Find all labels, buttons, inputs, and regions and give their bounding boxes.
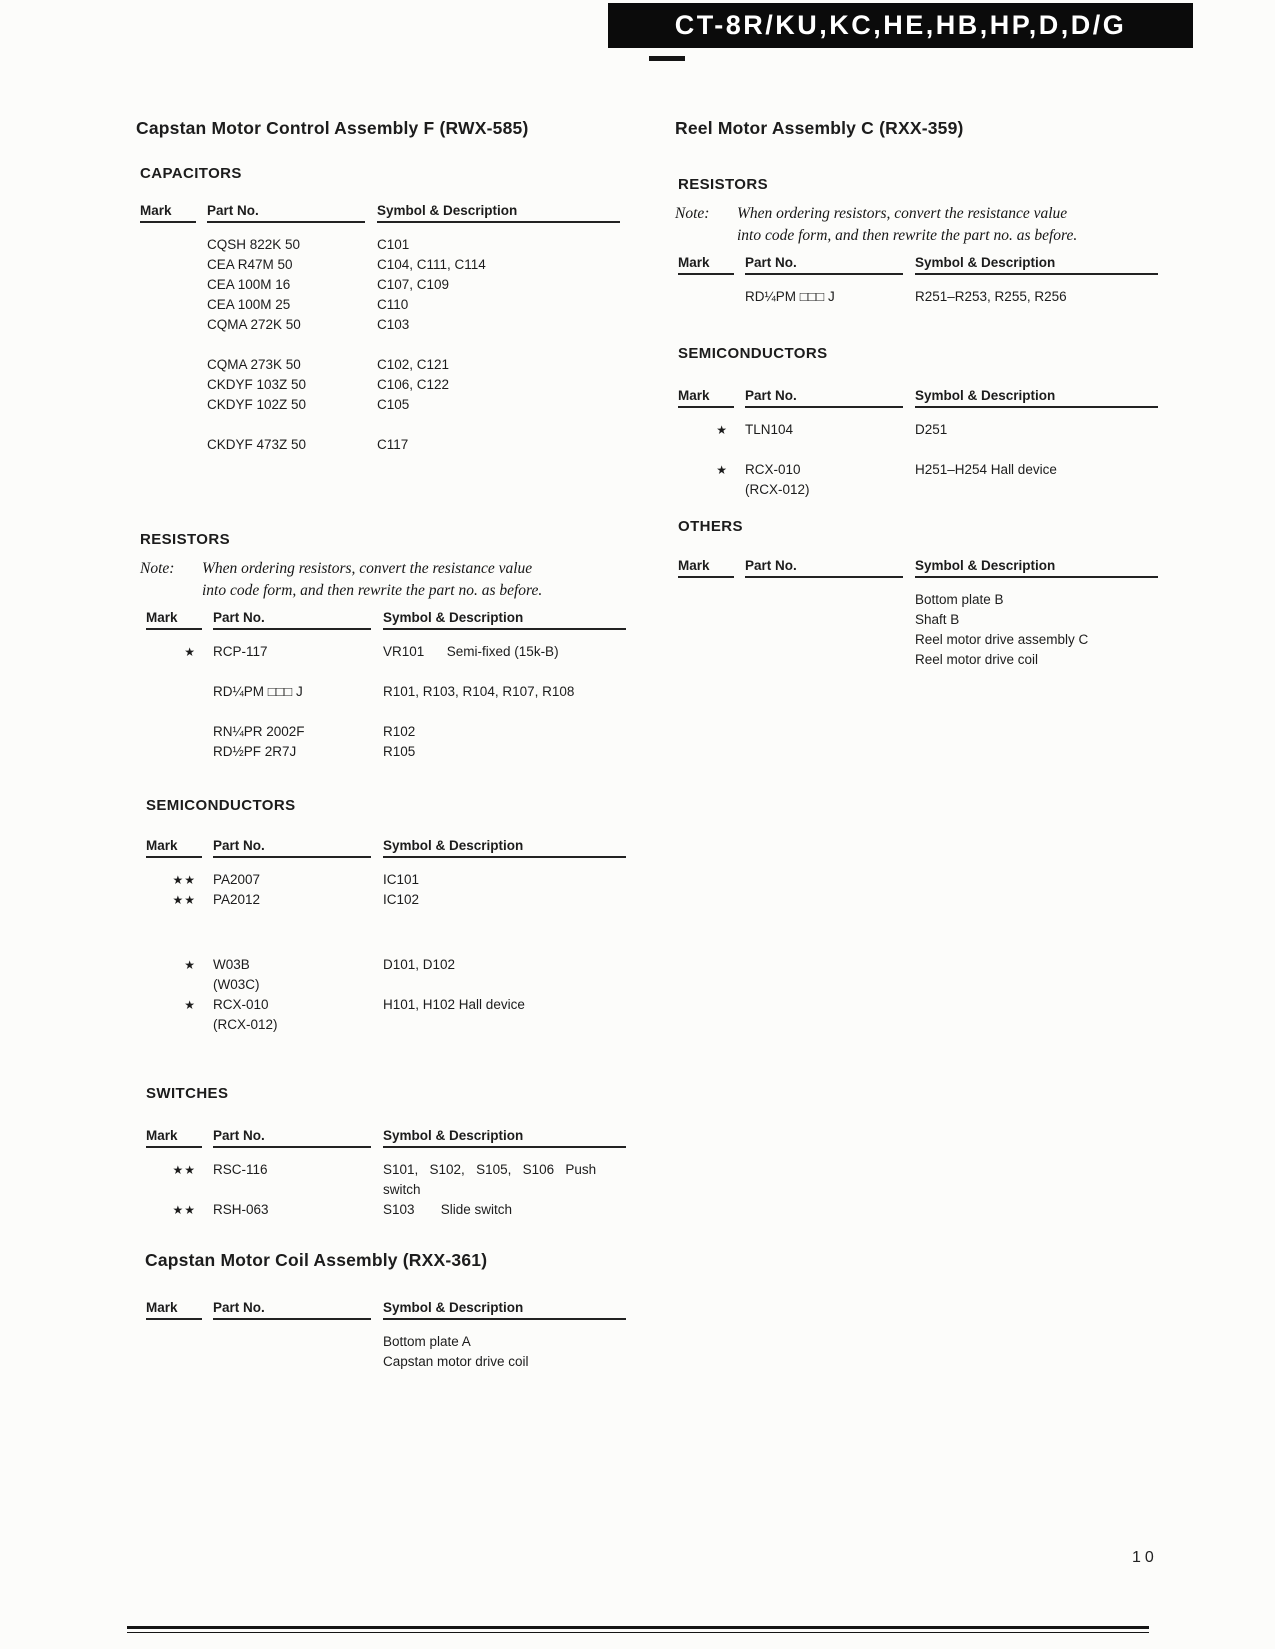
- part-no-cell: CQSH 822K 50: [207, 237, 301, 252]
- table-row: [140, 395, 665, 415]
- table-row: [146, 1180, 676, 1200]
- mark-cell: [146, 682, 213, 702]
- mark-cell: [146, 742, 213, 762]
- description-cell: R105: [383, 744, 416, 759]
- table-row: [678, 630, 1178, 650]
- semiconductors-table-right: [678, 388, 1178, 500]
- resistor-ordering-note: [140, 558, 660, 602]
- description-cell: R101, R103, R104, R107, R108: [383, 684, 575, 699]
- description-cell: IC101: [383, 872, 420, 887]
- section-heading-resistors-right: RESISTORS: [678, 176, 769, 193]
- table-row: [678, 590, 1178, 610]
- resistors-table: [146, 610, 666, 762]
- note-line-2: into code form, and then rewrite the part no. as before.: [202, 582, 543, 599]
- description-cell: C110: [377, 297, 409, 312]
- part-no-cell: RSC-116: [213, 1162, 268, 1177]
- description-cell: switch: [383, 1182, 421, 1197]
- header-symbol-description: [915, 255, 1178, 275]
- header-part-no-label: Part No.: [207, 203, 365, 223]
- header-symbol-description: [383, 1300, 666, 1320]
- mark-cell: [140, 315, 207, 335]
- description-cell: C117: [377, 437, 409, 452]
- description-cell: Bottom plate A: [383, 1334, 471, 1349]
- table-header: [146, 610, 666, 630]
- part-no-cell: (RCX-012): [745, 482, 810, 497]
- section-heading-capacitors: CAPACITORS: [140, 165, 242, 182]
- header-mark: [146, 1300, 213, 1320]
- part-no-cell: RD¼PM □□□ J: [745, 289, 835, 304]
- description-cell: S103 Slide switch: [383, 1202, 513, 1217]
- model-banner-text: CT-8R/KU,KC,HE,HB,HP,D,D/G: [674, 10, 1127, 40]
- header-part-no-label: Part No.: [213, 1128, 371, 1148]
- header-symbol-description: [915, 558, 1178, 578]
- description-cell: C102, C121: [377, 357, 450, 372]
- table-body: [678, 287, 1178, 307]
- header-symbol-description: [383, 838, 666, 858]
- header-symbol-description-label: Symbol & Description: [915, 558, 1158, 578]
- description-cell: C106, C122: [377, 377, 450, 392]
- table-header: [678, 255, 1178, 275]
- footer-rule-thin: [127, 1632, 1149, 1633]
- header-mark: [146, 610, 213, 630]
- header-mark: [678, 558, 745, 578]
- header-mark: [146, 1128, 213, 1148]
- part-no-cell: CQMA 272K 50: [207, 317, 301, 332]
- mark-cell: [140, 395, 207, 415]
- table-body: [146, 1332, 666, 1372]
- header-part-no-label: Part No.: [213, 838, 371, 858]
- mark-cell: [678, 630, 745, 650]
- mark-cell: [678, 590, 745, 610]
- mark-cell: ★★: [172, 893, 196, 907]
- header-symbol-description-label: Symbol & Description: [383, 1128, 626, 1148]
- table-row: [140, 355, 665, 375]
- header-mark-label: Mark: [678, 388, 734, 408]
- note-label: Note:: [675, 205, 710, 222]
- description-cell: H101, H102 Hall device: [383, 997, 525, 1012]
- part-no-cell: RN¼PR 2002F: [213, 724, 305, 739]
- part-no-cell: (RCX-012): [213, 1017, 278, 1032]
- page-number: 10: [1132, 1549, 1158, 1566]
- description-cell: [383, 1015, 666, 1035]
- mark-cell: ★★: [172, 873, 196, 887]
- header-part-no: [213, 1128, 383, 1148]
- mark-cell: ★: [184, 958, 196, 972]
- header-mark-label: Mark: [678, 558, 734, 578]
- table-row: [146, 995, 666, 1015]
- header-mark-label: Mark: [140, 203, 196, 223]
- part-no-cell: RCX-010: [213, 997, 269, 1012]
- header-part-no-label: Part No.: [745, 388, 903, 408]
- header-symbol-description: [383, 1128, 676, 1148]
- mark-cell: ★★: [172, 1203, 196, 1217]
- description-cell: D101, D102: [383, 957, 456, 972]
- part-no-cell: TLN104: [745, 422, 794, 437]
- assembly-title-capstan-motor-coil: Capstan Motor Coil Assembly (RXX-361): [145, 1250, 488, 1270]
- table-row: [678, 420, 1178, 440]
- header-part-no: [745, 558, 915, 578]
- part-no-cell: CEA R47M 50: [207, 257, 293, 272]
- section-heading-semiconductors: SEMICONDUCTORS: [146, 797, 296, 814]
- others-table: [678, 558, 1178, 670]
- part-no-cell: [745, 590, 915, 610]
- header-part-no: [213, 610, 383, 630]
- description-cell: C103: [377, 317, 410, 332]
- table-row: [140, 315, 665, 335]
- table-header: [678, 388, 1178, 408]
- mark-cell: [140, 435, 207, 455]
- header-symbol-description: [915, 388, 1178, 408]
- table-row: [140, 295, 665, 315]
- header-symbol-description-label: Symbol & Description: [383, 1300, 626, 1320]
- header-part-no-label: Part No.: [745, 558, 903, 578]
- table-row: [678, 287, 1178, 307]
- mark-cell: [140, 295, 207, 315]
- header-symbol-description-label: Symbol & Description: [383, 838, 626, 858]
- mark-cell: ★★: [172, 1163, 196, 1177]
- header-symbol-description-label: Symbol & Description: [915, 255, 1158, 275]
- header-part-no: [213, 838, 383, 858]
- mark-cell: [678, 650, 745, 670]
- part-no-cell: PA2012: [213, 892, 261, 907]
- mark-cell: ★: [184, 645, 196, 659]
- table-header: [146, 1300, 666, 1320]
- table-body: [146, 870, 666, 1035]
- table-body: [678, 420, 1178, 500]
- description-cell: Capstan motor drive coil: [383, 1354, 529, 1369]
- description-cell: C105: [377, 397, 410, 412]
- table-row: [146, 1200, 676, 1220]
- table-row: [146, 1160, 676, 1180]
- part-no-cell: [213, 1352, 383, 1372]
- table-row: [146, 955, 666, 975]
- header-mark: [146, 838, 213, 858]
- header-mark-label: Mark: [146, 610, 202, 630]
- part-no-cell: RCP-117: [213, 644, 268, 659]
- mark-cell: [146, 1015, 213, 1035]
- note-text: [202, 558, 542, 602]
- section-heading-resistors: RESISTORS: [140, 531, 231, 548]
- table-row: [146, 722, 666, 742]
- header-symbol-description-label: Symbol & Description: [383, 610, 626, 630]
- mark-cell: ★: [716, 463, 728, 477]
- table-row: [678, 610, 1178, 630]
- header-part-no: [745, 388, 915, 408]
- assembly-title-capstan-motor-control: Capstan Motor Control Assembly F (RWX-585): [136, 118, 529, 138]
- part-no-cell: [213, 1180, 383, 1200]
- table-header: [146, 1128, 676, 1148]
- table-row: [146, 890, 666, 910]
- footer-rule: [127, 1626, 1149, 1629]
- banner-tick-mark: [649, 56, 685, 61]
- header-mark: [140, 203, 207, 223]
- description-cell: D251: [915, 422, 948, 437]
- note-line-1: When ordering resistors, convert the resistance value: [202, 560, 533, 577]
- mark-cell: [140, 375, 207, 395]
- header-mark-label: Mark: [146, 1128, 202, 1148]
- mark-cell: [140, 255, 207, 275]
- table-body: [146, 1160, 676, 1220]
- header-symbol-description: [377, 203, 665, 223]
- mark-cell: [146, 722, 213, 742]
- part-no-cell: CKDYF 473Z 50: [207, 437, 307, 452]
- table-row: [140, 275, 665, 295]
- table-row: [678, 460, 1178, 480]
- description-cell: Shaft B: [915, 612, 960, 627]
- mark-cell: [140, 235, 207, 255]
- table-row: [146, 1332, 666, 1352]
- part-no-cell: CEA 100M 25: [207, 297, 291, 312]
- mark-cell: [146, 1180, 213, 1200]
- mark-cell: [140, 355, 207, 375]
- section-heading-semiconductors-right: SEMICONDUCTORS: [678, 345, 828, 362]
- description-cell: C107, C109: [377, 277, 450, 292]
- part-no-cell: RSH-063: [213, 1202, 269, 1217]
- mark-cell: [146, 975, 213, 995]
- table-row: [146, 642, 666, 662]
- header-symbol-description-label: Symbol & Description: [377, 203, 620, 223]
- header-part-no-label: Part No.: [213, 610, 371, 630]
- part-no-cell: RD¼PM □□□ J: [213, 684, 303, 699]
- description-cell: C101: [377, 237, 410, 252]
- table-row: [140, 235, 665, 255]
- table-row: [146, 975, 666, 995]
- description-cell: [915, 480, 1178, 500]
- note-line-1: When ordering resistors, convert the resistance value: [737, 205, 1068, 222]
- mark-cell: [146, 1332, 213, 1352]
- mark-cell: ★: [716, 423, 728, 437]
- part-no-cell: [745, 630, 915, 650]
- coil-assembly-table: [146, 1300, 666, 1372]
- mark-cell: [146, 1352, 213, 1372]
- header-part-no: [745, 255, 915, 275]
- header-part-no: [213, 1300, 383, 1320]
- mark-cell: ★: [184, 998, 196, 1012]
- note-label: Note:: [140, 560, 175, 577]
- header-mark-label: Mark: [146, 1300, 202, 1320]
- header-mark: [678, 388, 745, 408]
- part-no-cell: [745, 610, 915, 630]
- model-banner: [608, 3, 1193, 48]
- part-no-cell: CEA 100M 16: [207, 277, 291, 292]
- mark-cell: [678, 610, 745, 630]
- assembly-title-reel-motor: Reel Motor Assembly C (RXX-359): [675, 118, 964, 138]
- part-no-cell: CKDYF 102Z 50: [207, 397, 307, 412]
- description-cell: R251–R253, R255, R256: [915, 289, 1067, 304]
- description-cell: S101, S102, S105, S106 Push: [383, 1162, 597, 1177]
- description-cell: H251–H254 Hall device: [915, 462, 1057, 477]
- header-symbol-description-label: Symbol & Description: [915, 388, 1158, 408]
- section-heading-others: OTHERS: [678, 518, 743, 535]
- header-mark-label: Mark: [678, 255, 734, 275]
- note-line-2: into code form, and then rewrite the part no. as before.: [737, 227, 1078, 244]
- description-cell: IC102: [383, 892, 420, 907]
- part-no-cell: [213, 1332, 383, 1352]
- part-no-cell: RCX-010: [745, 462, 801, 477]
- table-row: [678, 650, 1178, 670]
- part-no-cell: CQMA 273K 50: [207, 357, 301, 372]
- header-part-no-label: Part No.: [745, 255, 903, 275]
- part-no-cell: W03B: [213, 957, 250, 972]
- table-header: [146, 838, 666, 858]
- resistors-table-right: [678, 255, 1178, 307]
- switches-table: [146, 1128, 676, 1220]
- capacitors-table: [140, 203, 665, 455]
- description-cell: VR101 Semi-fixed (15k-B): [383, 644, 559, 659]
- table-row: [146, 742, 666, 762]
- mark-cell: [678, 480, 745, 500]
- table-row: [678, 480, 1178, 500]
- table-row: [146, 1015, 666, 1035]
- header-part-no: [207, 203, 377, 223]
- description-cell: C104, C111, C114: [377, 257, 486, 272]
- mark-cell: [140, 275, 207, 295]
- header-mark-label: Mark: [146, 838, 202, 858]
- description-cell: R102: [383, 724, 416, 739]
- table-header: [678, 558, 1178, 578]
- table-header: [140, 203, 665, 223]
- part-no-cell: CKDYF 103Z 50: [207, 377, 307, 392]
- description-cell: [383, 975, 666, 995]
- header-part-no-label: Part No.: [213, 1300, 371, 1320]
- table-row: [140, 375, 665, 395]
- note-text: [737, 203, 1077, 247]
- resistor-ordering-note-right: [675, 203, 1195, 247]
- part-no-cell: PA2007: [213, 872, 261, 887]
- table-body: [140, 235, 665, 455]
- part-no-cell: [745, 650, 915, 670]
- header-symbol-description: [383, 610, 666, 630]
- part-no-cell: (W03C): [213, 977, 260, 992]
- mark-cell: [678, 287, 745, 307]
- section-heading-switches: SWITCHES: [146, 1085, 229, 1102]
- table-row: [140, 435, 665, 455]
- description-cell: Reel motor drive coil: [915, 652, 1039, 667]
- description-cell: Bottom plate B: [915, 592, 1004, 607]
- table-row: [146, 682, 666, 702]
- description-cell: Reel motor drive assembly C: [915, 632, 1089, 647]
- table-body: [678, 590, 1178, 670]
- table-row: [146, 870, 666, 890]
- semiconductors-table: [146, 838, 666, 1035]
- table-row: [140, 255, 665, 275]
- table-body: [146, 642, 666, 762]
- header-mark: [678, 255, 745, 275]
- part-no-cell: RD½PF 2R7J: [213, 744, 297, 759]
- table-row: [146, 1352, 666, 1372]
